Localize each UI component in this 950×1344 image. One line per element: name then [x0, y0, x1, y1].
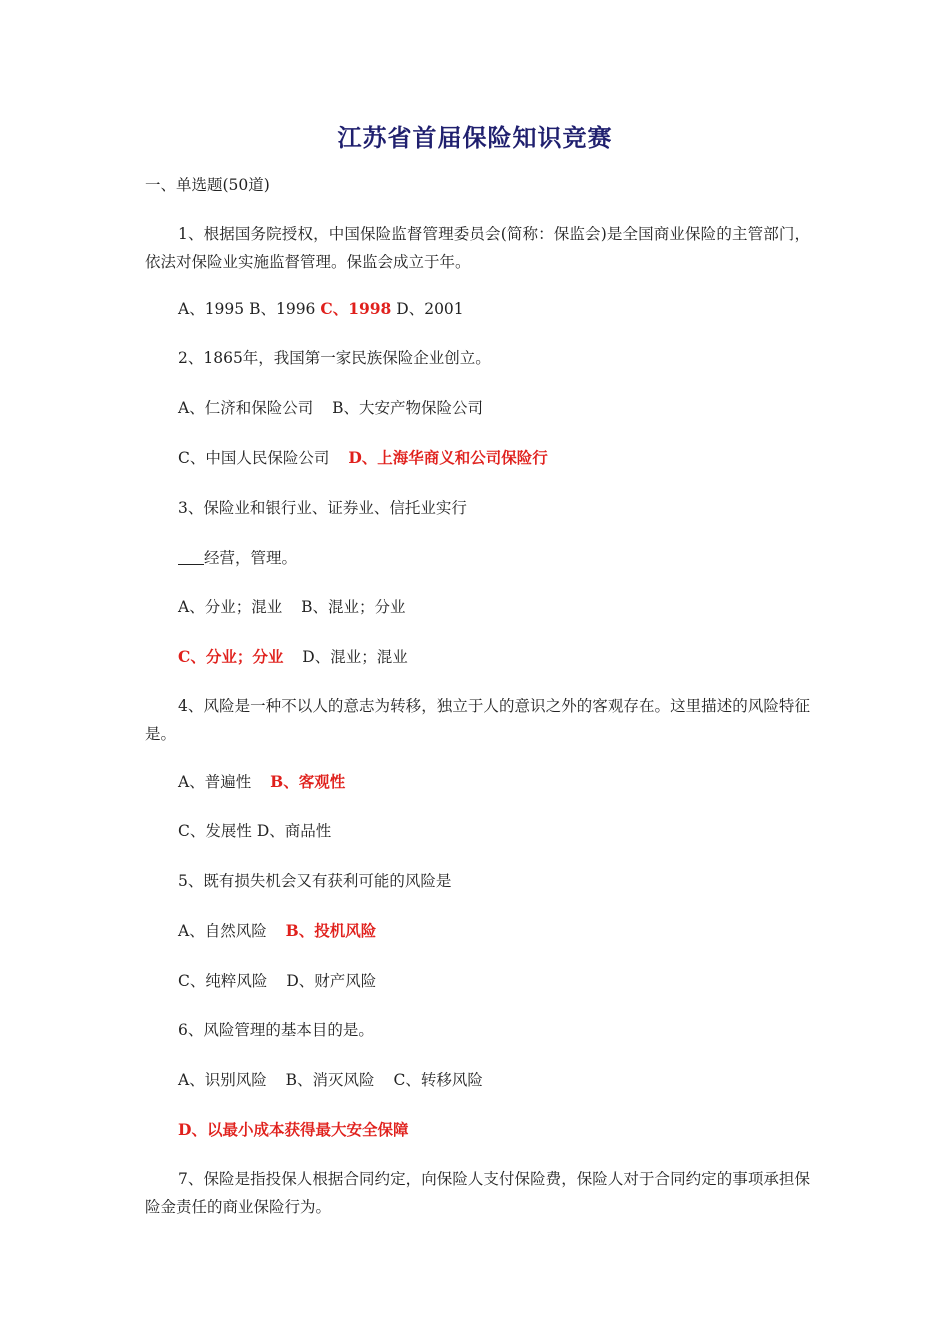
q2-option-c: C、中国人民保险公司 [178, 449, 330, 467]
question-3-stem-continued [178, 545, 297, 571]
q2-option-d-answer: D、上海华商义和公司保险行 [348, 448, 548, 467]
q5-option-a: A、自然风险 [178, 922, 267, 940]
question-4-options-ab [178, 769, 345, 795]
question-5-options-ab [178, 918, 376, 944]
q4-option-a: A、普遍性 [178, 773, 252, 791]
q6-option-d-answer: D、以最小成本获得最大安全保障 [178, 1120, 409, 1139]
question-3-stem: 3、保险业和银行业、证券业、信托业实行 [178, 499, 467, 517]
question-1-stem: 1、根据国务院授权，中国保险监督管理委员会(简称：保监会)是全国商业保险的主管部门，依法对保险业实施监督管理。保监会成立于年。 [145, 225, 810, 271]
question-1-options [178, 296, 464, 322]
q6-option-a: A、识别风险 [178, 1071, 267, 1089]
question-2-stem: 2、1865年，我国第一家民族保险企业创立。 [178, 349, 491, 367]
fill-in-blank [178, 548, 204, 565]
q3-stem-tail: 经营，管理。 [204, 549, 298, 567]
q5-option-b-answer: B、投机风险 [285, 921, 377, 940]
q3-option-a: A、分业；混业 [178, 598, 283, 616]
q2-option-a: A、仁济和保险公司 [178, 399, 314, 417]
question-2-options-cd [178, 445, 548, 471]
question-6-option-d-line [178, 1117, 408, 1143]
q6-option-b: B、消灭风险 [285, 1071, 375, 1089]
question-5-stem: 5、既有损失机会又有获利可能的风险是 [178, 872, 452, 890]
q5-option-c: C、纯粹风险 [178, 972, 268, 990]
question-6-options-abc [178, 1067, 483, 1093]
q1-option-b: B、1996 [249, 300, 316, 318]
question-4-stem: 4、风险是一种不以人的意志为转移，独立于人的意识之外的客观存在。这里描述的风险特征是。 [145, 697, 810, 743]
q1-option-c-answer: C、1998 [320, 299, 392, 318]
q3-option-c-answer: C、分业；分业 [178, 647, 284, 666]
q1-option-d: D、2001 [396, 300, 464, 318]
q5-option-d: D、财产风险 [286, 972, 377, 990]
question-3-options-cd [178, 644, 408, 670]
document-title: 江苏省首届保险知识竞赛 [337, 123, 613, 152]
q4-option-d: D、商品性 [256, 822, 332, 840]
question-5-options-cd [178, 968, 376, 994]
q1-option-a: A、1995 [178, 300, 245, 318]
question-2-options-ab [178, 395, 483, 421]
q4-option-b-answer: B、客观性 [270, 772, 346, 791]
q6-option-c: C、转移风险 [393, 1071, 483, 1089]
section-heading: 一、单选题(50道) [145, 176, 270, 194]
question-7-stem: 7、保险是指投保人根据合同约定，向保险人支付保险费，保险人对于合同约定的事项承担保险金责任的商业保险行为。 [145, 1170, 810, 1216]
q4-option-c: C、发展性 [178, 822, 252, 840]
q3-option-b: B、混业；分业 [301, 598, 406, 616]
q3-option-d: D、混业；混业 [302, 648, 408, 666]
q2-option-b: B、大安产物保险公司 [332, 399, 484, 417]
question-4-options-cd [178, 818, 331, 844]
question-6-stem: 6、风险管理的基本目的是。 [178, 1021, 374, 1039]
question-3-options-ab [178, 594, 406, 620]
